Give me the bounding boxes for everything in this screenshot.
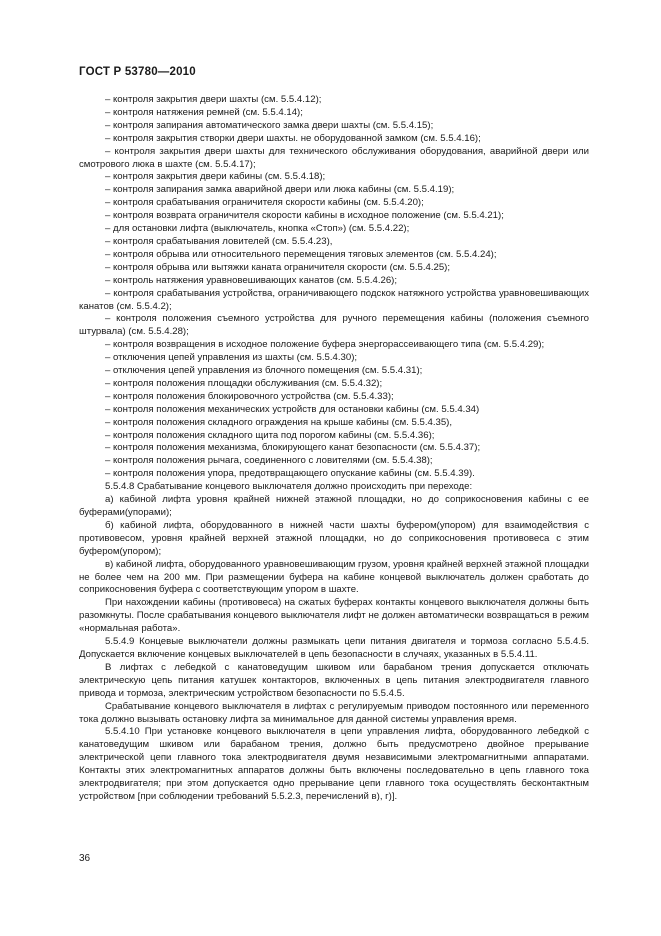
list-item: – для остановки лифта (выключатель, кнопка «Стоп») (см. 5.5.4.22); [105, 223, 410, 235]
clause-5-5-4-8: 5.5.4.8 Срабатывание концевого выключателя должно происходить при переходе: [105, 481, 473, 493]
list-item: – контроля натяжения ремней (см. 5.5.4.14); [105, 106, 303, 118]
list-item: – контроля срабатывания устройства, ограничивающего подскок натяжного устройства уравновешивающих канатов (см. 5.5.4.2); [79, 287, 589, 312]
list-item: – контроля закрытия двери шахты для технического обслуживания оборудования, аварийной двери или смотрового люка в шахте (см. 5.5.4.17); [79, 145, 589, 170]
clause-5-5-4-9: 5.5.4.9 Концевые выключатели должны размыкать цепи питания двигателя и тормоза согласно 5.5.4.5. Допускается включение концевых выключателей в цепь безопасности в случаях, указанных в 5.5.4.11. [79, 636, 589, 660]
page-number: 36 [79, 853, 91, 864]
list-item: – контроля положения площадки обслуживания (см. 5.5.4.32); [105, 377, 383, 389]
list-item: – контроля положения рычага, соединенного с ловителями (см. 5.5.4.38); [105, 455, 433, 467]
list-item: – контроля положения съемного устройства для ручного перемещения кабины (положения съемного штурвала) (см. 5.5.4.28); [79, 313, 589, 338]
list-item: – контроля положения блокировочного устройства (см. 5.5.4.33); [105, 390, 394, 402]
list-item: – контроля запирания автоматического замка двери шахты (см. 5.5.4.15); [105, 119, 434, 131]
clause-5-5-4-10: 5.5.4.10 При установке концевого выключателя в цепи управления лифта, оборудованного лебедкой с канатоведущим шкивом или барабаном трения, должно быть предусмотрено двойное прерывание электрической цепи главного тока электродвигателя двумя независимыми электромагнитными аппаратами. Контакты этих электромагнитных аппаратов должны быть включены последовательно в цепь главного тока электродвигателя; при этом допускается одно прерывание цепи главного тока осуществлять бесконтактным устройством [при соблюдении требований 5.5.2.3, перечислений в), г)]. [79, 726, 589, 802]
list-item: – контроля возвращения в исходное положение буфера энергорассеивающего типа (см. 5.5.4.29); [105, 339, 545, 351]
list-item: – контроля положения упора, предотвращающего опускание кабины (см. 5.5.4.39). [105, 468, 475, 480]
list-item: – контроля закрытия двери кабины (см. 5.5.4.18); [105, 171, 326, 183]
page-header: ГОСТ Р 53780—2010 [79, 66, 196, 78]
list-item: – контроля обрыва или вытяжки каната ограничителя скорости (см. 5.5.4.25); [105, 261, 451, 273]
list-item: – контроль натяжения уравновешивающих канатов (см. 5.5.4.26); [105, 274, 398, 286]
body-paragraph: Срабатывание концевого выключателя в лифтах с регулируемым приводом постоянного или переменного тока должно вызывать остановку лифта за минимальное для данной системы управления время. [79, 700, 589, 725]
list-item: – контроля срабатывания ограничителя скорости кабины (см. 5.5.4.20); [105, 197, 424, 209]
list-item: – контроля запирания замка аварийной двери или люка кабины (см. 5.5.4.19); [105, 184, 455, 196]
list-item: – контроля положения складного щита под порогом кабины (см. 5.5.4.36); [105, 429, 435, 441]
list-item: – контроля положения механизма, блокирующего канат безопасности (см. 5.5.4.37); [105, 442, 481, 454]
list-item: – контроля возврата ограничителя скорости кабины в исходное положение (см. 5.5.4.21); [105, 210, 504, 222]
list-item: – контроля закрытия двери шахты (см. 5.5.4.12); [105, 94, 322, 105]
body-paragraph: В лифтах с лебедкой с канатоведущим шкивом или барабаном трения допускается отключать электрическую цепь питания катушек контакторов, включенных в цепь питания электродвигателя главного привода и тормоза, электрическим устройством безопасности по 5.5.4.5. [79, 661, 589, 699]
list-item: – контроля срабатывания ловителей (см. 5.5.4.23), [105, 235, 333, 247]
list-item: – контроля закрытия створки двери шахты. не оборудованной замком (см. 5.5.4.16); [105, 132, 481, 144]
list-item: – отключения цепей управления из шахты (см. 5.5.4.30); [105, 352, 358, 364]
clause-item-a: а) кабиной лифта уровня крайней нижней этажной площадки, но до соприкосновения кабины с ее буферами(упорами); [79, 494, 589, 518]
list-item: – контроля обрыва или относительного перемещения тяговых элементов (см. 5.5.4.24); [105, 248, 497, 260]
list-item: – контроля положения складного ограждения на крыше кабины (см. 5.5.4.35), [105, 416, 453, 428]
list-item: – отключения цепей управления из блочного помещения (см. 5.5.4.31); [105, 365, 423, 377]
document-body [79, 94, 589, 804]
clause-item-b: б) кабиной лифта, оборудованного в нижней части шахты буфером(упором) для взаимодействия с противовесом, уровня крайней верхней этажной площадки, но до соприкосновения противовеса с этим буфером(упором); [79, 519, 589, 557]
body-paragraph: При нахождении кабины (противовеса) на сжатых буферах контакты концевого выключателя должны быть разомкнуты. После срабатывания концевого выключателя лифт не должен автоматически возвращаться в режим «нормальная работа». [79, 597, 589, 635]
clause-item-v: в) кабиной лифта, оборудованного уравновешивающим грузом, уровня крайней верхней этажной площадки не более чем на 200 мм. При размещении буфера на кабине концевой выключатель должен сработать до соприкосновения буфера с соответствующим упором в шахте. [79, 558, 589, 596]
list-item: – контроля положения механических устройств для остановки кабины (см. 5.5.4.34) [105, 403, 480, 415]
